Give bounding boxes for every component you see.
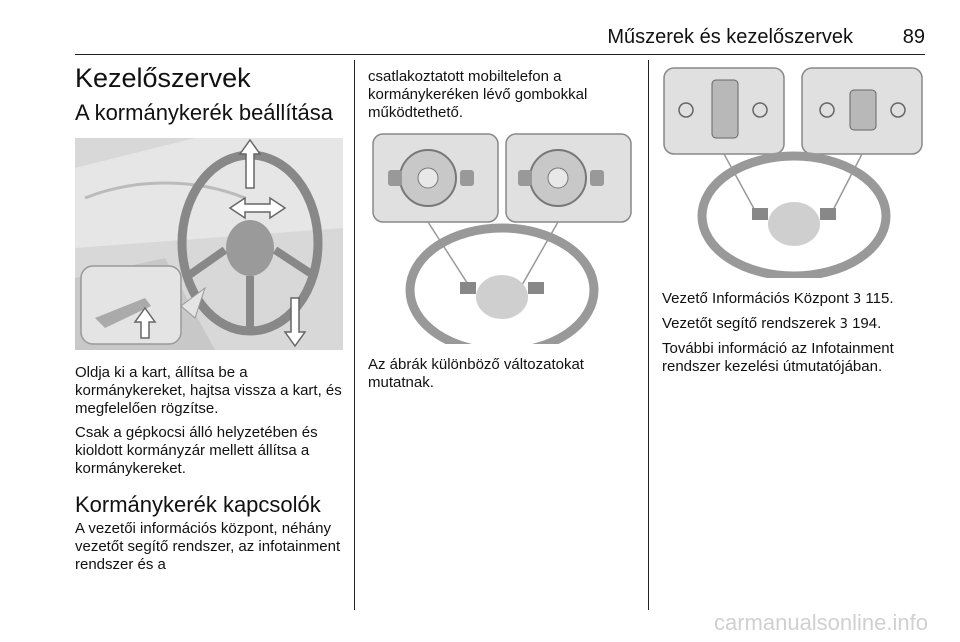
cross-reference bbox=[662, 290, 926, 309]
page-reference-icon: 3 bbox=[839, 317, 848, 332]
column-2 bbox=[368, 60, 636, 620]
column-3 bbox=[662, 60, 926, 620]
subsection-heading: A kormánykerék beállítása bbox=[75, 100, 334, 125]
paragraph: Az ábrák különböző változatokat mutatnak. bbox=[368, 356, 584, 391]
paragraph: A vezetői információs központ, néhány vezetőt segítő rendszer, az infotainment rendszer és a bbox=[75, 520, 341, 573]
paragraph: További információ az Infotainment rendszer kezelési útmutatójában. bbox=[662, 340, 894, 375]
column-divider bbox=[354, 60, 355, 610]
column-1 bbox=[75, 60, 343, 620]
steering-switches-figure-b bbox=[662, 66, 926, 278]
reference-text: Vezető Információs Központ bbox=[662, 290, 849, 307]
cross-reference bbox=[662, 315, 926, 334]
watermark: carmanualsonline.info bbox=[713, 610, 928, 635]
steering-adjust-figure bbox=[75, 138, 343, 350]
reference-page: 194. bbox=[852, 315, 882, 332]
column-divider bbox=[648, 60, 649, 610]
paragraph: Csak a gépkocsi álló helyzetében és kioldott kormányzár mellett állítsa a kormánykereket. bbox=[75, 424, 318, 477]
reference-page: 115. bbox=[865, 290, 894, 307]
steering-switches-figure-a bbox=[368, 132, 636, 344]
section-heading: Kezelőszervek bbox=[75, 63, 251, 93]
paragraph: csatlakoztatott mobiltelefon a kormánykeréken lévő gombokkal működtethető. bbox=[368, 68, 588, 121]
section-heading: Kormánykerék kapcsolók bbox=[75, 492, 321, 517]
page-number: 89 bbox=[902, 26, 925, 48]
chapter-title: Műszerek és kezelőszervek bbox=[607, 26, 853, 48]
page-reference-icon: 3 bbox=[852, 292, 862, 307]
reference-text: Vezetőt segítő rendszerek bbox=[662, 315, 836, 332]
page-header bbox=[75, 24, 925, 55]
paragraph: Oldja ki a kart, állítsa be a kormánykereket, hajtsa vissza a kart, és megfelelően rögzítse. bbox=[75, 364, 342, 417]
